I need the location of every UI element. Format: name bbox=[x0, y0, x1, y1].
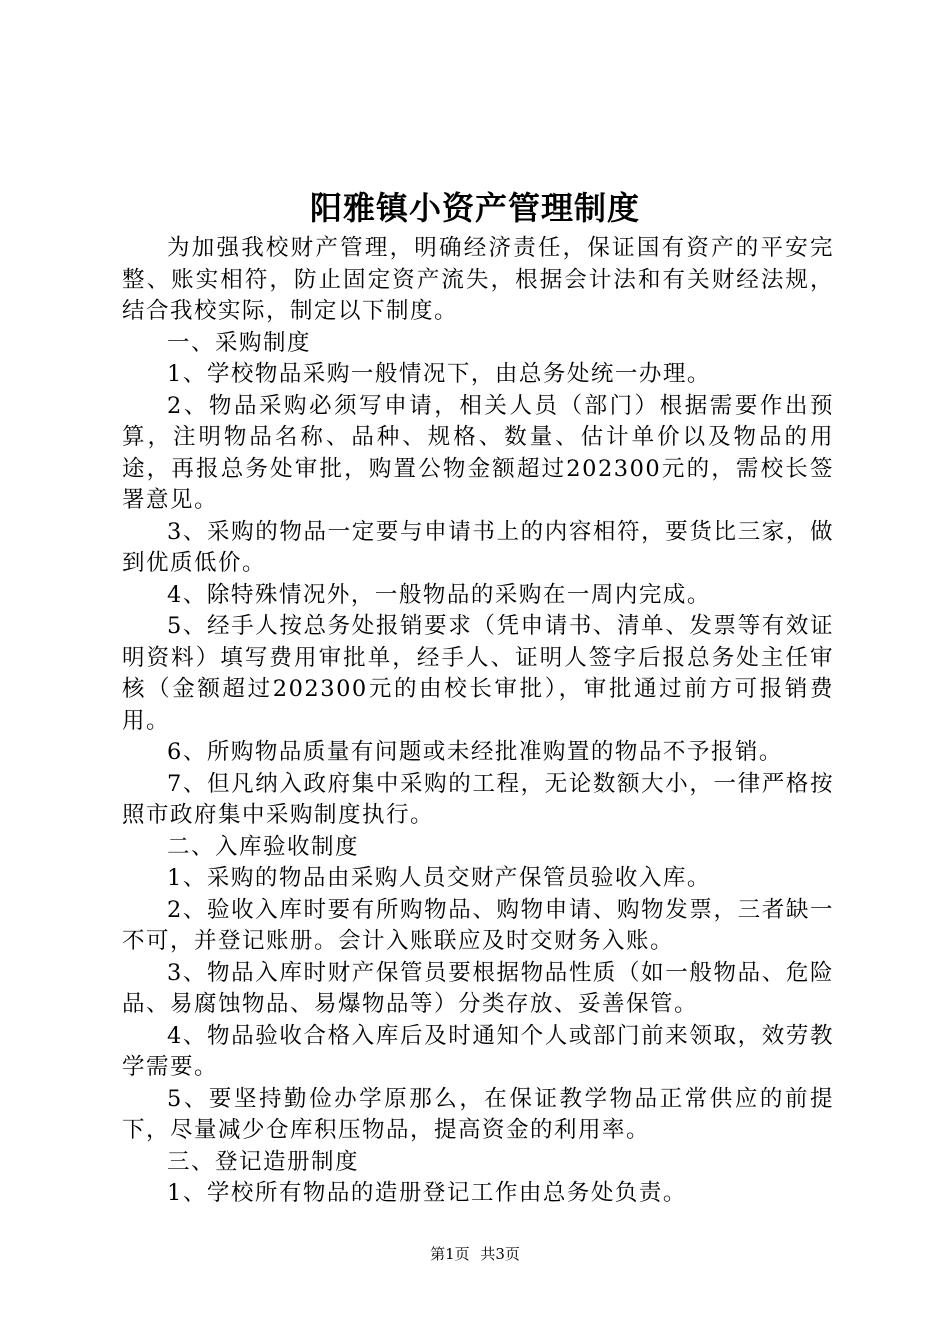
paragraph: 5、要坚持勤俭办学原那么，在保证教学物品正常供应的前提下，尽量减少仓库积压物品，提高资金的利用率。 bbox=[122, 1085, 834, 1143]
paragraph: 7、但凡纳入政府集中采购的工程，无论数额大小，一律严格按照市政府集中采购制度执行。 bbox=[122, 770, 834, 828]
section-heading-registration: 三、登记造册制度 bbox=[167, 1148, 360, 1175]
paragraph: 4、物品验收合格入库后及时通知个人或部门前来领取，效劳教学需要。 bbox=[122, 1022, 834, 1080]
section-heading-warehousing: 二、入库验收制度 bbox=[167, 833, 360, 860]
paragraph-intro: 为加强我校财产管理，明确经济责任，保证国有资产的平安完整、账实相符，防止固定资产流失，根据会计法和有关财经法规，结合我校实际，制定以下制度。 bbox=[122, 235, 834, 324]
page-total: 共3页 bbox=[480, 1245, 520, 1263]
paragraph: 1、学校物品采购一般情况下，由总务处统一办理。 bbox=[167, 361, 711, 387]
paragraph: 3、采购的物品一定要与申请书上的内容相符，要货比三家，做到优质低价。 bbox=[122, 518, 834, 576]
document-body bbox=[122, 233, 834, 1210]
section-heading-procurement: 一、采购制度 bbox=[167, 329, 312, 356]
page-footer bbox=[0, 1244, 950, 1264]
paragraph: 6、所购物品质量有问题或未经批准购置的物品不予报销。 bbox=[167, 739, 783, 765]
paragraph: 1、采购的物品由采购人员交财产保管员验收入库。 bbox=[167, 865, 711, 891]
paragraph: 5、经手人按总务处报销要求（凭申请书、清单、发票等有效证明资料）填写费用审批单，经手人、证明人签字后报总务处主任审核（金额超过202300元的由校长审批），审批通过前方可报销费用。 bbox=[122, 613, 834, 734]
paragraph: 2、物品采购必须写申请，相关人员（部门）根据需要作出预算，注明物品名称、品种、规格、数量、估计单价以及物品的用途，再报总务处审批，购置公物金额超过202300元的，需校长签署意见。 bbox=[122, 392, 834, 513]
paragraph: 4、除特殊情况外，一般物品的采购在一周内完成。 bbox=[167, 581, 711, 608]
paragraph: 2、验收入库时要有所购物品、购物申请、购物发票，三者缺一不可，并登记账册。会计入账联应及时交财务入账。 bbox=[122, 896, 834, 954]
page-number: 第1页 bbox=[430, 1245, 470, 1263]
paragraph: 3、物品入库时财产保管员要根据物品性质（如一般物品、危险品、易腐蚀物品、易爆物品等）分类存放、妥善保管。 bbox=[122, 959, 834, 1017]
document-title: 阳雅镇小资产管理制度 bbox=[309, 189, 640, 227]
paragraph: 1、学校所有物品的造册登记工作由总务处负责。 bbox=[167, 1180, 687, 1206]
